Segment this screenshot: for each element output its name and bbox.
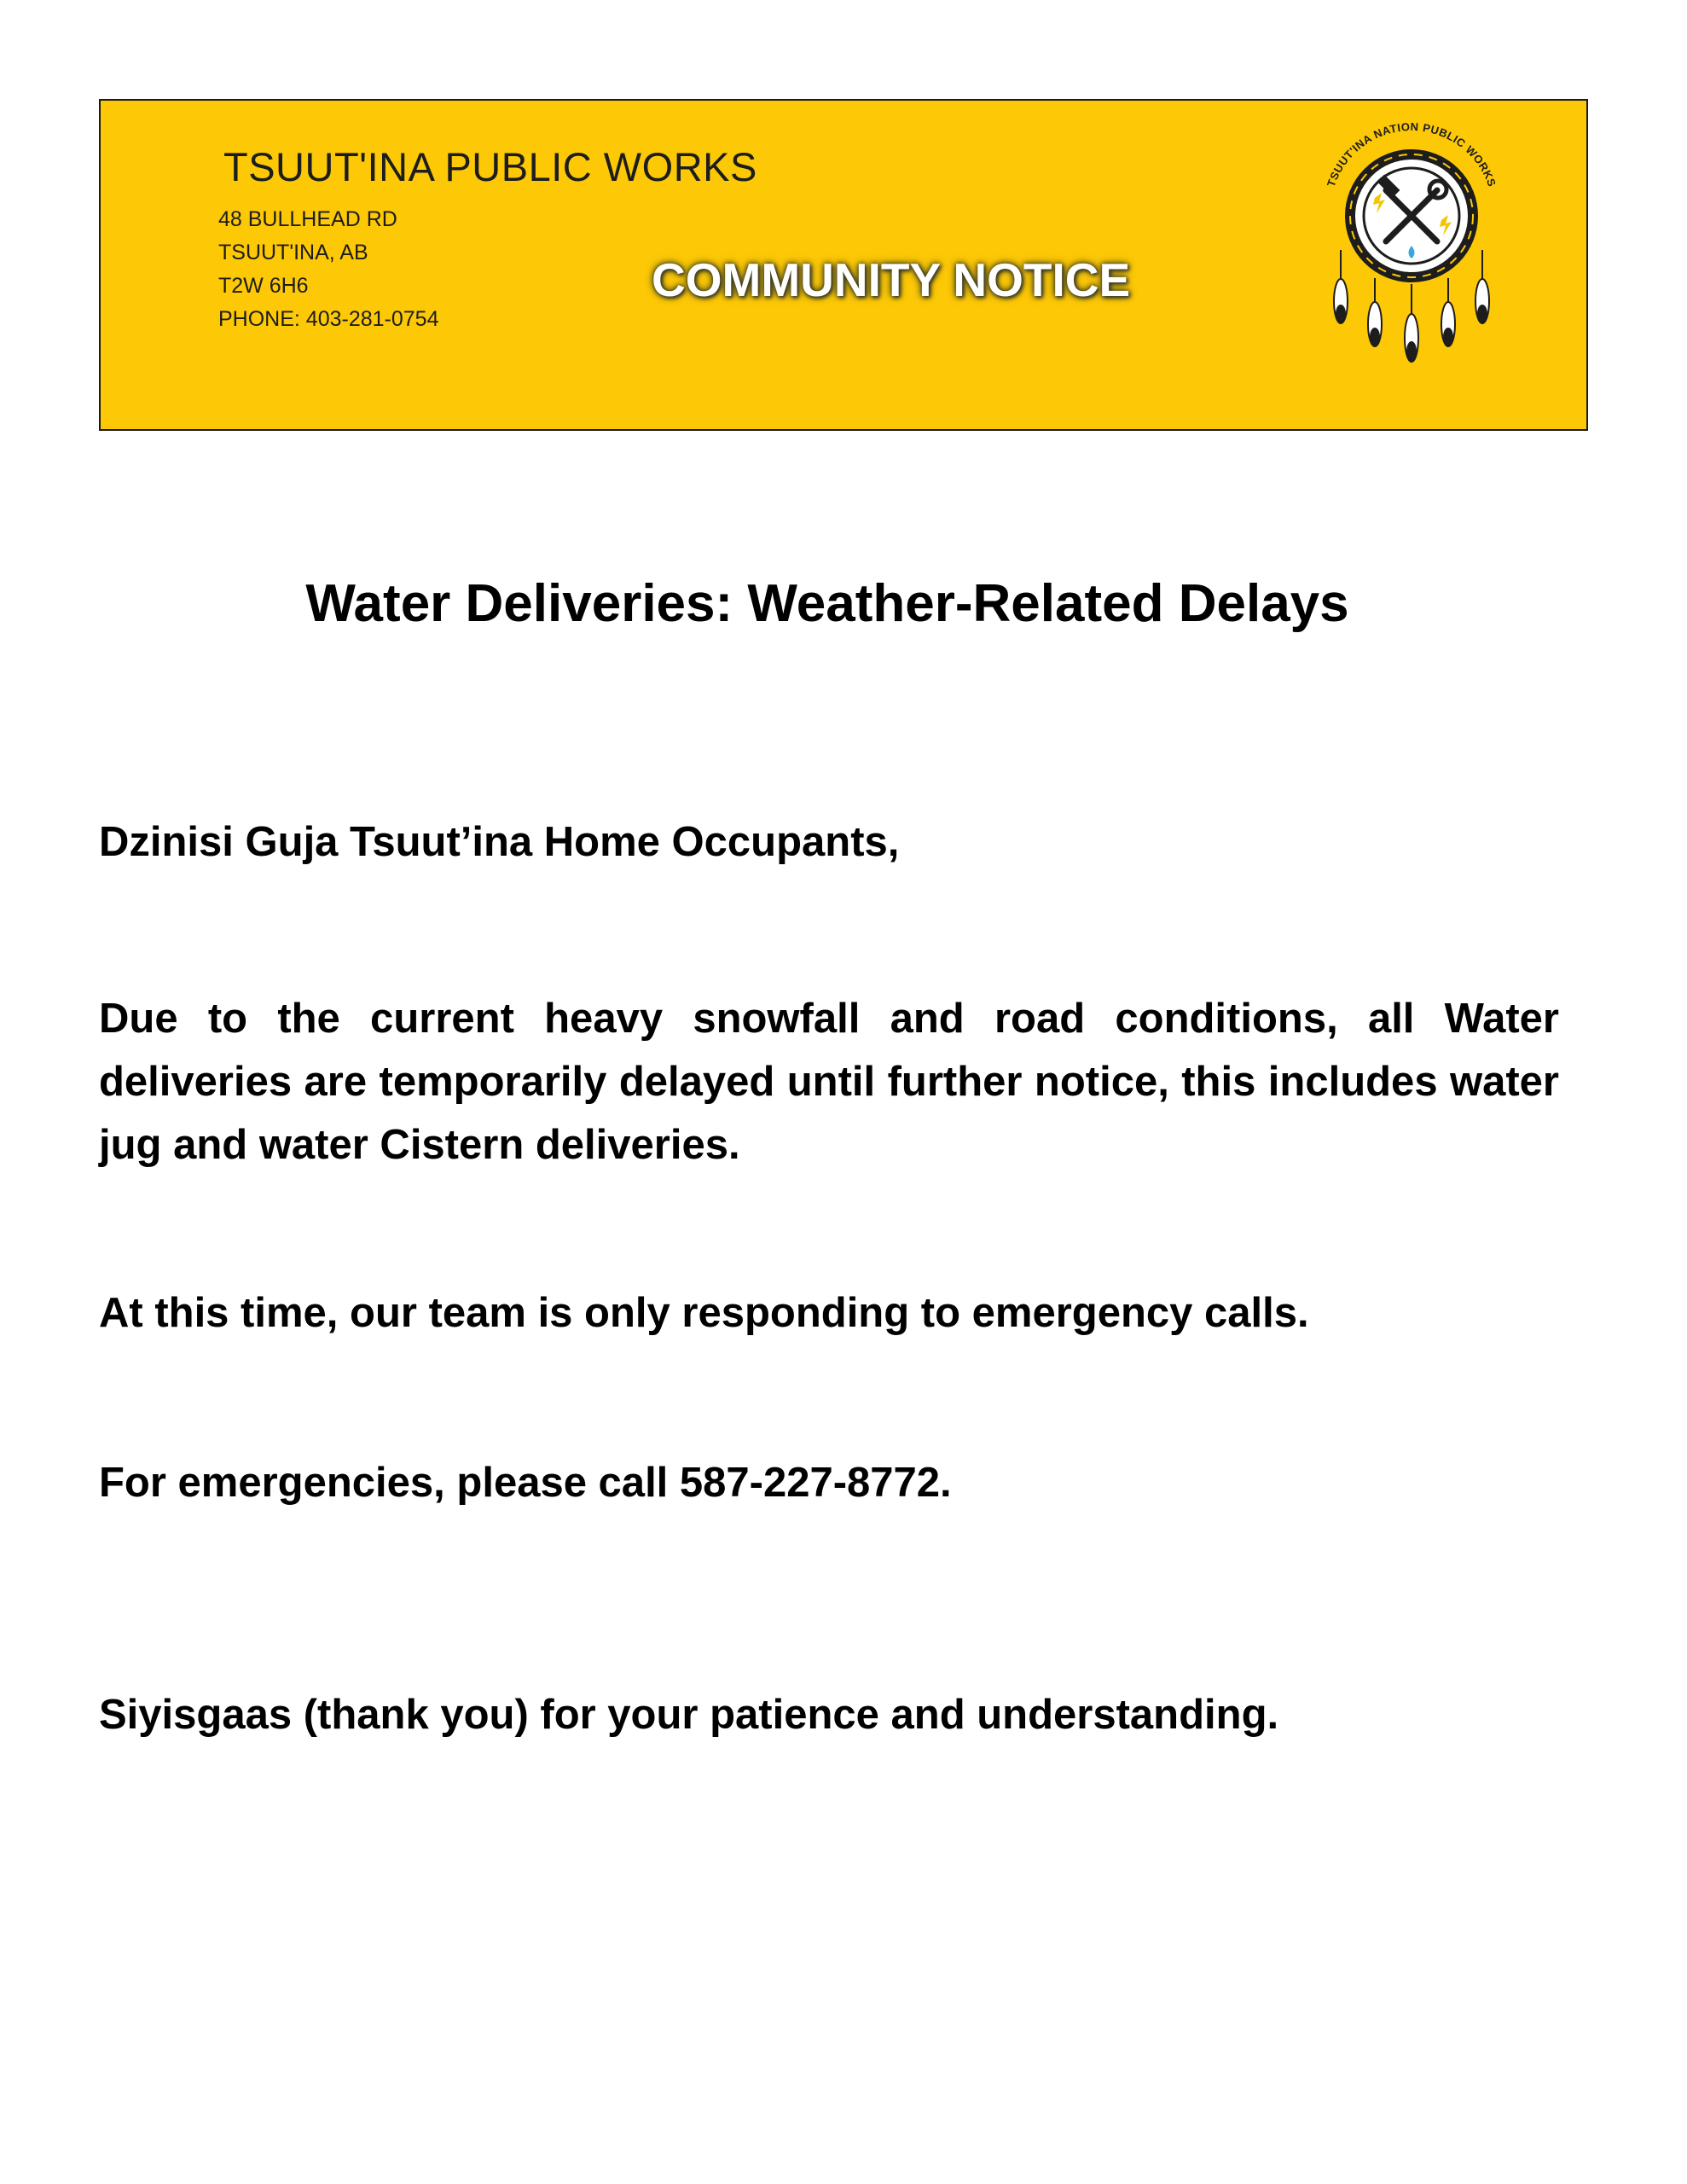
- community-notice-label: COMMUNITY NOTICE: [652, 253, 1131, 306]
- feather-icon: [1475, 250, 1489, 323]
- feather-icon: [1334, 250, 1348, 323]
- notice-title: Water Deliveries: Weather-Related Delays: [305, 574, 1349, 633]
- notice-paragraph-emergency-only: At this time, our team is only responding to emergency calls.: [99, 1290, 1309, 1336]
- address-phone: PHONE: 403-281-0754: [218, 307, 439, 331]
- address-block: [218, 203, 438, 336]
- address-street: 48 BULLHEAD RD: [218, 207, 397, 231]
- notice-paragraph-delays: Due to the current heavy snowfall and road conditions, all Water deliveries are temporarily delayed until further notice, this includes water jug and water Cistern deliveries.: [99, 996, 1559, 1168]
- public-works-logo: [1296, 109, 1527, 399]
- notice-paragraph-emergency-phone: For emergencies, please call 587-227-8772.: [99, 1460, 952, 1506]
- org-name: TSUUT'INA PUBLIC WORKS: [223, 144, 757, 189]
- logo-ring-text: TSUUT'INA NATION PUBLIC WORKS: [1324, 119, 1499, 189]
- feather-icon: [1368, 278, 1382, 346]
- address-city: TSUUT'INA, AB: [218, 241, 368, 264]
- closing-thanks: Siyisgaas (thank you) for your patience and understanding.: [99, 1692, 1279, 1738]
- feather-icon: [1441, 278, 1455, 346]
- feather-icon: [1405, 284, 1418, 362]
- greeting: Dzinisi Guja Tsuut’ina Home Occupants,: [99, 819, 900, 865]
- address-postal: T2W 6H6: [218, 274, 309, 298]
